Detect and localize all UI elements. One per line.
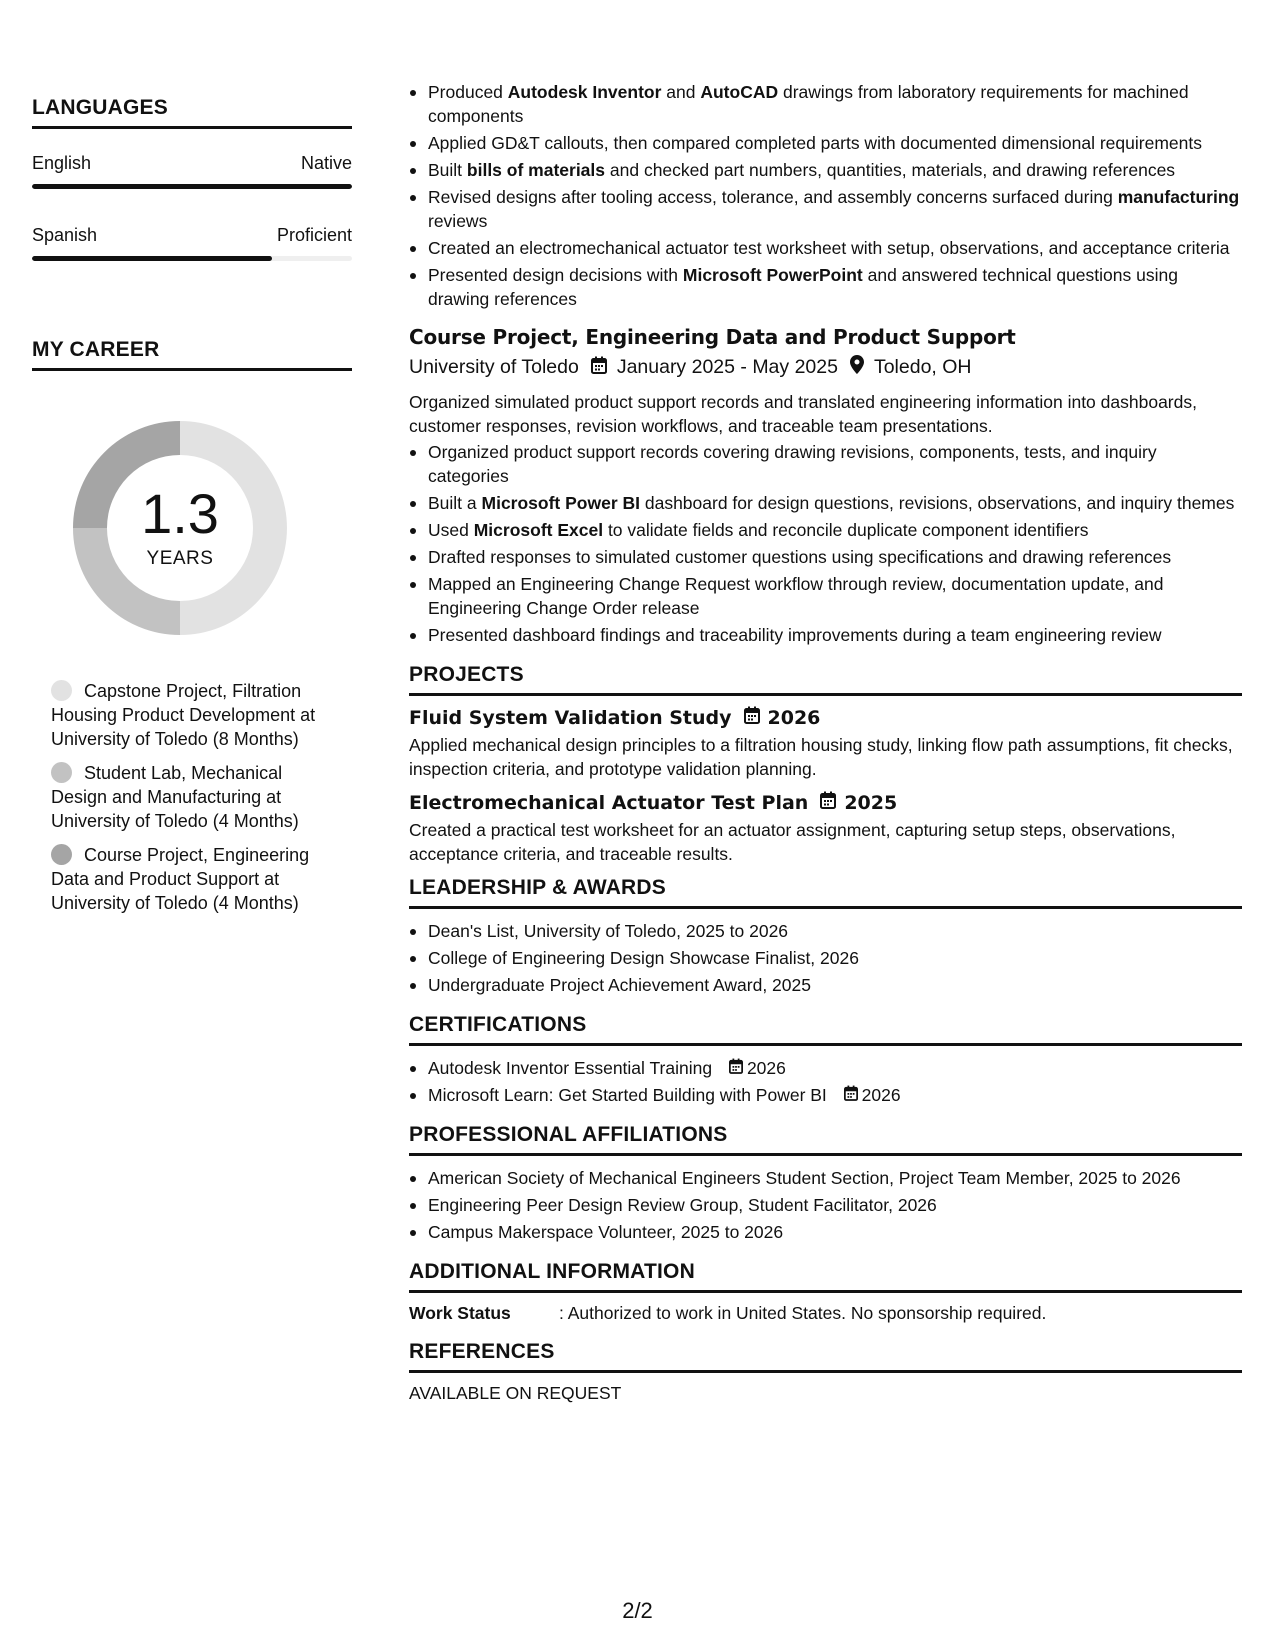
- bullet-item: [409, 545, 1242, 569]
- legend-dot-icon: [51, 680, 72, 701]
- bullet-text: and checked part numbers, quantities, materials, and drawing references: [605, 160, 1176, 180]
- list-item: College of Engineering Design Showcase Finalist, 2026: [409, 946, 1242, 970]
- bullet-text: Organized product support records covering drawing revisions, components, tests, and inquiry categories: [428, 442, 1157, 486]
- bullet-item: [409, 263, 1242, 311]
- bold-keyword: Autodesk Inventor: [507, 82, 662, 102]
- affiliations-title: PROFESSIONAL AFFILIATIONS: [409, 1123, 728, 1146]
- job-title: Course Project, Engineering Data and Product Support: [409, 325, 1016, 349]
- page-number: 2/2: [622, 1598, 653, 1623]
- career-donut-center: [67, 415, 293, 641]
- bullet-text: dashboard for design questions, revisions, observations, and inquiry themes: [640, 493, 1235, 513]
- bold-keyword: Microsoft Power BI: [481, 493, 640, 513]
- career-legend-item: [51, 761, 326, 833]
- bullet-item: [409, 131, 1242, 155]
- bullet-text: drawings from laboratory requirements for machined components: [428, 82, 1189, 126]
- additional-info-section: [409, 1260, 1242, 1324]
- career-legend-item: [51, 679, 326, 751]
- career-total-unit: YEARS: [146, 548, 214, 569]
- work-status-label: Work Status: [409, 1303, 511, 1323]
- bullet-text: and answered technical questions using drawing references: [428, 265, 1178, 309]
- certification-year: 2026: [746, 1058, 786, 1078]
- bullet-item: [409, 518, 1242, 542]
- calendar-icon: [591, 356, 607, 380]
- section-divider: [409, 1370, 1242, 1373]
- bullet-text: Created an electromechanical actuator test worksheet with setup, observations, and acceptance criteria: [428, 238, 1230, 258]
- section-divider: [409, 906, 1242, 909]
- calendar-icon: [744, 706, 760, 729]
- list-item: Dean's List, University of Toledo, 2025 to 2026: [409, 919, 1242, 943]
- bullet-item: [409, 491, 1242, 515]
- project-title-row: [409, 791, 1242, 814]
- project-item: [409, 706, 1242, 781]
- project-description: Applied mechanical design principles to a filtration housing study, linking flow path assumptions, fit checks, inspection criteria, and prototype validation planning.: [409, 735, 1233, 779]
- bold-keyword: AutoCAD: [700, 82, 779, 102]
- certifications-list: [409, 1056, 1242, 1107]
- calendar-icon: [844, 1083, 858, 1107]
- bullet-text: Produced: [428, 82, 508, 102]
- bullet-text: Revised designs after tooling access, tolerance, and assembly concerns surfaced during: [428, 187, 1118, 207]
- list-item: Campus Makerspace Volunteer, 2025 to 2026: [409, 1220, 1242, 1244]
- bullet-text: Built a: [428, 493, 482, 513]
- certification-year: 2026: [861, 1085, 901, 1105]
- career-title: MY CAREER: [32, 338, 160, 361]
- job-dates: January 2025 - May 2025: [616, 356, 838, 378]
- bold-keyword: Microsoft PowerPoint: [682, 265, 863, 285]
- language-row: [32, 225, 352, 246]
- leadership-section: [409, 876, 1242, 997]
- bullet-text: Applied GD&T callouts, then compared completed parts with documented dimensional requirements: [428, 133, 1202, 153]
- list-item: Undergraduate Project Achievement Award, 2025: [409, 973, 1242, 997]
- job-bullets: [409, 440, 1242, 647]
- language-proficiency-bar: [32, 256, 352, 261]
- certification-date: [844, 1083, 901, 1107]
- bullet-text: Used: [428, 520, 474, 540]
- leadership-list: [409, 919, 1242, 997]
- project-item: [409, 791, 1242, 866]
- calendar-icon: [729, 1056, 743, 1080]
- career-legend-label: Capstone Project, Filtration Housing Product Development at University of Toledo (8 Months): [51, 681, 316, 749]
- languages-title: LANGUAGES: [32, 96, 168, 119]
- left-column: [32, 96, 352, 925]
- bullet-item: [409, 236, 1242, 260]
- certification-name: Microsoft Learn: Get Started Building with Power BI: [428, 1085, 827, 1105]
- career-legend-item: [51, 843, 326, 915]
- bullet-text: to validate fields and reconcile duplicate component identifiers: [603, 520, 1089, 540]
- leadership-title: LEADERSHIP & AWARDS: [409, 876, 666, 899]
- bullet-text: Built: [428, 160, 467, 180]
- job-description: Organized simulated product support records and translated engineering information into dashboards, customer responses, revision workflows, and traceable team presentations.: [409, 392, 1197, 436]
- bullet-text: Presented dashboard findings and traceability improvements during a team engineering review: [428, 625, 1162, 645]
- references-text: AVAILABLE ON REQUEST: [409, 1383, 622, 1403]
- references-section: [409, 1340, 1242, 1404]
- certification-item: [409, 1056, 1242, 1080]
- bullet-text: reviews: [428, 211, 488, 231]
- affiliations-list: [409, 1166, 1242, 1244]
- section-divider: [409, 1290, 1242, 1293]
- legend-dot-icon: [51, 762, 72, 783]
- bold-keyword: manufacturing: [1117, 187, 1240, 207]
- bullet-text: Drafted responses to simulated customer questions using specifications and drawing references: [428, 547, 1172, 567]
- career-legend: [51, 679, 326, 915]
- language-name: Spanish: [32, 225, 98, 245]
- references-title: REFERENCES: [409, 1340, 555, 1363]
- section-divider: [409, 693, 1242, 696]
- section-divider: [32, 126, 352, 129]
- projects-section: [409, 663, 1242, 866]
- certifications-section: [409, 1013, 1242, 1107]
- right-column: [409, 80, 1242, 1404]
- project-name: Electromechanical Actuator Test Plan: [409, 791, 809, 814]
- section-divider: [409, 1153, 1242, 1156]
- additional-info-title: ADDITIONAL INFORMATION: [409, 1260, 695, 1283]
- section-divider: [409, 1043, 1242, 1046]
- project-name: Fluid System Validation Study: [409, 706, 732, 729]
- list-item: Engineering Peer Design Review Group, Student Facilitator, 2026: [409, 1193, 1242, 1217]
- career-legend-label: Course Project, Engineering Data and Product Support at University of Toledo (4 Months): [51, 845, 310, 913]
- bullet-item: [409, 440, 1242, 488]
- bold-keyword: Microsoft Excel: [473, 520, 604, 540]
- bullet-item: [409, 572, 1242, 620]
- projects-title: PROJECTS: [409, 663, 524, 686]
- certification-item: [409, 1083, 1242, 1107]
- bold-keyword: bills of materials: [466, 160, 606, 180]
- work-status-row: [409, 1303, 1242, 1324]
- career-legend-label: Student Lab, Mechanical Design and Manufacturing at University of Toledo (4 Months): [51, 763, 299, 831]
- language-name: English: [32, 153, 92, 173]
- job-location: Toledo, OH: [873, 356, 972, 378]
- career-donut-chart: [67, 415, 293, 641]
- bullet-text: and: [661, 82, 701, 102]
- language-proficiency-fill: [32, 256, 272, 261]
- certifications-title: CERTIFICATIONS: [409, 1013, 587, 1036]
- career-section: [32, 338, 352, 371]
- section-divider: [32, 368, 352, 371]
- project-title-row: [409, 706, 1242, 729]
- language-level: Proficient: [276, 225, 352, 245]
- language-level: Native: [300, 153, 352, 173]
- language-proficiency-bar: [32, 184, 352, 189]
- job-organization: University of Toledo: [409, 356, 579, 378]
- project-year: 2025: [844, 791, 898, 814]
- job-entry: [409, 325, 1242, 647]
- bullet-text: Presented design decisions with: [428, 265, 683, 285]
- bullet-item: [409, 185, 1242, 233]
- bullet-item: [409, 623, 1242, 647]
- certification-name: Autodesk Inventor Essential Training: [428, 1058, 713, 1078]
- project-description: Created a practical test worksheet for an actuator assignment, capturing setup steps, observations, acceptance criteria, and traceable results.: [409, 820, 1176, 864]
- affiliations-section: [409, 1123, 1242, 1244]
- calendar-icon: [820, 791, 836, 814]
- bullet-item: [409, 158, 1242, 182]
- languages-section: [32, 96, 352, 261]
- project-year: 2026: [767, 706, 821, 729]
- career-total-years: 1.3: [141, 482, 219, 545]
- location-pin-icon: [850, 355, 864, 380]
- certification-date: [729, 1056, 786, 1080]
- bullet-item: [409, 80, 1242, 128]
- legend-dot-icon: [51, 844, 72, 865]
- experience-continued-bullets: [409, 80, 1242, 311]
- language-proficiency-fill: [32, 184, 352, 189]
- work-status-value: : Authorized to work in United States. No sponsorship required.: [559, 1303, 1047, 1323]
- language-row: [32, 153, 352, 174]
- list-item: American Society of Mechanical Engineers Student Section, Project Team Member, 2025 to 2026: [409, 1166, 1242, 1190]
- bullet-text: Mapped an Engineering Change Request workflow through review, documentation update, and Engineering Change Order release: [428, 574, 1164, 618]
- job-meta: [409, 355, 1242, 380]
